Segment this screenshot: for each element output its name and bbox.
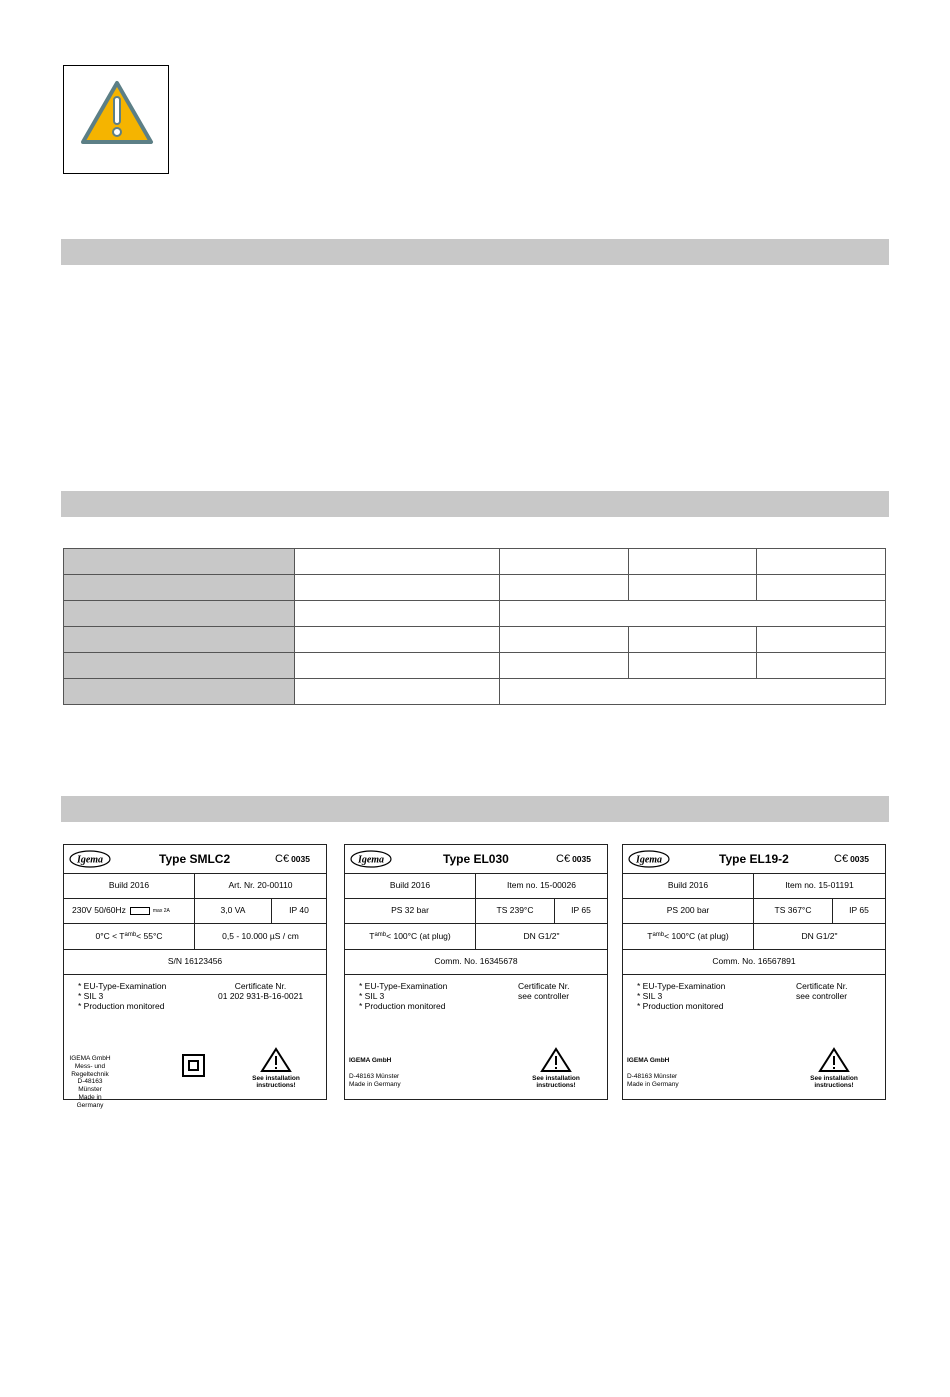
build-year: Build 2016 [345,873,476,898]
plate-title: Type EL19-2 [719,852,789,866]
section-heading-bar-3 [61,796,889,822]
certificate: Certificate Nr. see controller [518,981,570,1002]
logo-text: Igema [635,854,663,866]
ip-rating: IP 65 [849,905,869,916]
manufacturer: IGEMA GmbH Mess- und Regeltechnik D-48163 Münster Made in Germany [69,1055,111,1109]
table-row [64,549,886,575]
plate-row-commission [345,949,607,975]
power-rating: 3,0 VA [195,898,272,923]
max-temperature: TS 367°C [754,898,833,923]
see-instructions: See installation instructions! [810,1075,858,1090]
max-pressure: PS 32 bar [345,898,476,923]
logo-text: Igema [76,854,104,866]
supply-voltage: 230V 50/60Hz [72,905,126,916]
article-number: Art. Nr. 20-00110 [228,880,293,891]
connection-size: DN G1/2" [801,930,838,941]
approval-marks: * EU-Type-Examination * SIL 3 * Production monitored [637,981,726,1012]
see-instructions: See installation instructions! [532,1075,580,1090]
fuse-icon [130,907,150,915]
plate-row-commission [623,949,885,975]
plate-title: Type EL030 [443,852,509,866]
table-row [64,653,886,679]
section-heading-bar-2 [61,491,889,517]
supply-cell [64,898,195,923]
table-row [64,601,886,627]
ce-number: 0035 [850,854,869,864]
measuring-range: 0,5 - 10.000 µS / cm [222,930,299,941]
plate-row-ambient [64,923,326,950]
table-row [64,575,886,601]
ip-rating: IP 40 [289,905,309,916]
plate-row-build [623,873,885,899]
ambient-temp: T amb < 100°C (at plug) [623,923,754,949]
max-pressure: PS 200 bar [623,898,754,923]
plate-row-serial [64,949,326,975]
plate-row-pressure [345,898,607,924]
ip-rating: IP 65 [571,905,591,916]
ambient-temp: T amb < 100°C (at plug) [345,923,476,949]
logo-text: Igema [357,854,385,866]
max-temperature: TS 239°C [476,898,555,923]
name-plate-el19-2 [622,844,886,1100]
plate-row-pressure [623,898,885,924]
plate-row-ambient [623,923,885,950]
ce-mark: C€ 0035 [556,853,591,865]
ce-number: 0035 [291,854,310,864]
certificate: Certificate Nr. 01 202 931-B-16-0021 [218,981,304,1002]
table-row [64,679,886,705]
certificate: Certificate Nr. see controller [796,981,848,1002]
fuse-rating: max 2A [152,907,170,914]
name-plate-el030 [344,844,608,1100]
ce-number: 0035 [572,854,591,864]
warning-triangle-icon [80,80,154,146]
name-plates [63,844,889,1109]
caution-icon [818,1047,850,1073]
commission-number: Comm. No. 16345678 [434,956,518,967]
build-year: Build 2016 [64,873,195,898]
warning-pictogram-frame [63,65,169,174]
ce-mark: C€ 0035 [834,853,869,865]
caution-icon [540,1047,572,1073]
serial-number: S/N 16123456 [167,956,223,967]
ambient-temp: 0°C < T amb < 55°C [64,923,195,949]
connection-size: DN G1/2" [523,930,560,941]
plate-row-build [64,873,326,899]
section-heading-bar-1 [61,239,889,265]
plate-row-ambient [345,923,607,950]
manufacturer: IGEMA GmbH D-48163 Münster Made in Germany [627,1057,679,1088]
plate-row-build [345,873,607,899]
plate-row-electrical [64,898,326,924]
table-row [64,627,886,653]
commission-number: Comm. No. 16567891 [712,956,796,967]
caution-icon [260,1047,292,1073]
item-number: Item no. 15-01191 [785,880,854,891]
item-number: Item no. 15-00026 [507,880,576,891]
double-insulation-icon [182,1054,205,1077]
ce-mark: C€ 0035 [275,853,310,865]
manufacturer: IGEMA GmbH D-48163 Münster Made in Germany [349,1057,401,1088]
specification-table [63,548,886,705]
plate-title: Type SMLC2 [159,852,231,866]
name-plate-smlc2 [63,844,327,1109]
approval-marks: * EU-Type-Examination * SIL 3 * Production monitored [78,981,167,1012]
see-instructions: See installation instructions! [252,1075,300,1090]
build-year: Build 2016 [623,873,754,898]
approval-marks: * EU-Type-Examination * SIL 3 * Production monitored [359,981,448,1012]
